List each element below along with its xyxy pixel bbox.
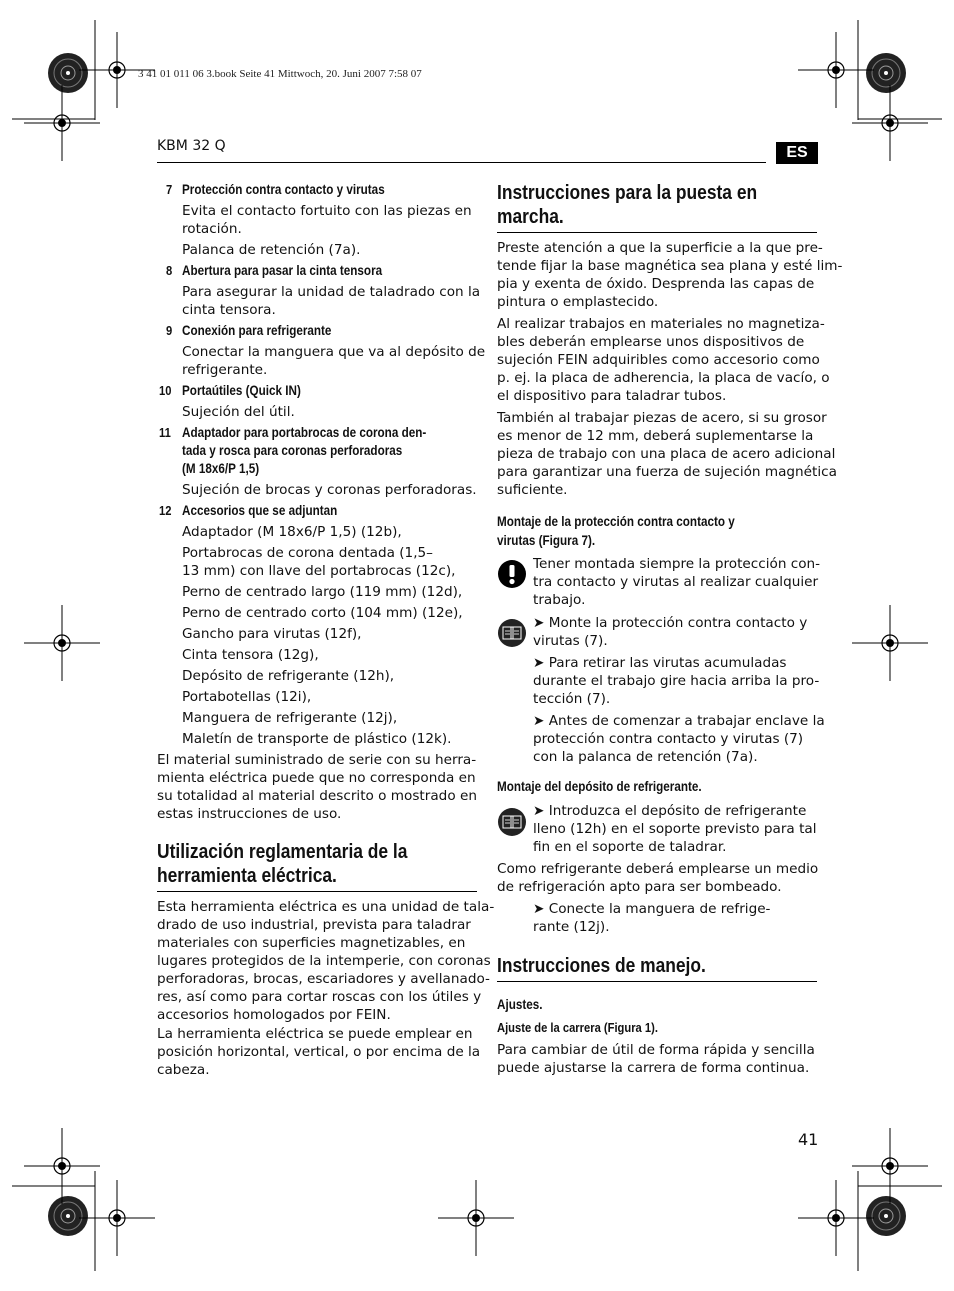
warning-text: Tener montada siempre la protección con- xyxy=(533,556,821,572)
supply-note: su totalidad al material descrito o mostrado en xyxy=(157,788,477,804)
subheading: Montaje de la protección contra contacto y xyxy=(497,514,735,529)
body-text: Para cambiar de útil de forma rápida y sencilla xyxy=(497,1042,815,1058)
body-text: para garantizar una fuerza de sujeción magnética xyxy=(497,464,837,480)
accessory-item: Portabrocas de corona dentada (1,5– xyxy=(182,545,433,561)
accessory-item: Adaptador (M 18x6/P 1,5) (12b), xyxy=(182,524,402,540)
supply-note: El material suministrado de serie con su herra- xyxy=(157,752,477,768)
body-text: res, así como para cortar roscas con los útiles y xyxy=(157,989,482,1005)
accessory-item: 13 mm) con llave del portabrocas (12c), xyxy=(182,563,456,579)
accessory-item: Depósito de refrigerante (12h), xyxy=(182,668,395,684)
instruction-step: fin en el soporte de taladrar. xyxy=(533,839,727,855)
section-heading: Instrucciones de manejo. xyxy=(497,955,706,977)
instruction-step: protección contra contacto y virutas (7) xyxy=(533,731,804,747)
section-heading: herramienta eléctrica. xyxy=(157,865,337,887)
body-text: posición horizontal, vertical, o por encima de la xyxy=(157,1044,481,1060)
item-label: tada y rosca para coronas perforadoras xyxy=(182,443,403,458)
item-text: Evita el contacto fortuito con las piezas en xyxy=(182,203,472,219)
item-text: Conectar la manguera que va al depósito de xyxy=(182,344,486,360)
subheading: virutas (Figura 7). xyxy=(497,533,596,548)
accessory-item: Gancho para virutas (12f), xyxy=(182,626,362,642)
page-number: 41 xyxy=(798,1130,819,1149)
section-rule xyxy=(157,891,477,892)
body-text: Al realizar trabajos en materiales no magnetiza- xyxy=(497,316,825,332)
accessory-item: Cinta tensora (12g), xyxy=(182,647,319,663)
instruction-step: ➤ Para retirar las virutas acumuladas xyxy=(533,655,787,671)
instruction-icon xyxy=(498,808,526,836)
section-heading: marcha. xyxy=(497,206,564,228)
item-label: Portaútiles (Quick IN) xyxy=(182,383,301,398)
body-text: También al trabajar piezas de acero, si su grosor xyxy=(497,410,827,426)
item-label: Adaptador para portabrocas de corona den- xyxy=(182,425,427,440)
body-text: La herramienta eléctrica se puede emplear en xyxy=(157,1026,473,1042)
accessory-item: Manguera de refrigerante (12j), xyxy=(182,710,398,726)
body-text: p. ej. la placa de adherencia, la placa de vacío, o xyxy=(497,370,830,386)
language-badge: ES xyxy=(776,142,818,164)
item-number: 12 xyxy=(159,503,172,518)
body-text: suficiente. xyxy=(497,482,568,498)
body-text: pieza de trabajo con una placa de acero adicional xyxy=(497,446,836,462)
instruction-step: ➤ Conecte la manguera de refrige- xyxy=(533,901,771,917)
instruction-step: tección (7). xyxy=(533,691,611,707)
instruction-icon xyxy=(498,619,526,647)
body-text: lugares protegidos de la intemperie, con coronas xyxy=(157,953,491,969)
accessory-item: Perno de centrado largo (119 mm) (12d), xyxy=(182,584,463,600)
model-title: KBM 32 Q xyxy=(157,138,226,154)
item-label: Protección contra contacto y virutas xyxy=(182,182,385,197)
item-text: Sujeción del útil. xyxy=(182,404,295,420)
instruction-step: ➤ Introduzca el depósito de refrigerante xyxy=(533,803,807,819)
item-number: 10 xyxy=(159,383,172,398)
accessory-item: Maletín de transporte de plástico (12k). xyxy=(182,731,452,747)
item-number: 8 xyxy=(166,263,173,278)
body-text: sujeción FEIN adquiribles como accesorio como xyxy=(497,352,820,368)
subheading: Ajuste de la carrera (Figura 1). xyxy=(497,1020,658,1035)
body-text: pintura o emplastecido. xyxy=(497,294,659,310)
instruction-step: con la palanca de retención (7a). xyxy=(533,749,758,765)
item-text: Sujeción de brocas y coronas perforadoras. xyxy=(182,482,477,498)
instruction-step: ➤ Antes de comenzar a trabajar enclave la xyxy=(533,713,825,729)
section-heading: Instrucciones para la puesta en xyxy=(497,182,758,204)
header-rule xyxy=(157,162,766,163)
body-text: de refrigeración apto para ser bombeado. xyxy=(497,879,782,895)
section-rule xyxy=(497,981,817,982)
supply-note: estas instrucciones de uso. xyxy=(157,806,342,822)
item-label: Accesorios que se adjuntan xyxy=(182,503,338,518)
item-label: Abertura para pasar la cinta tensora xyxy=(182,263,383,278)
accessory-item: Portabotellas (12i), xyxy=(182,689,312,705)
instruction-step: ➤ Monte la protección contra contacto y xyxy=(533,615,808,631)
item-text: Palanca de retención (7a). xyxy=(182,242,361,258)
body-text: drado de uso industrial, prevista para taladrar xyxy=(157,917,471,933)
warning-text: tra contacto y virutas al realizar cualquier xyxy=(533,574,819,590)
warning-icon xyxy=(498,560,526,588)
item-number: 7 xyxy=(166,182,173,197)
instruction-step: rante (12j). xyxy=(533,919,610,935)
body-text: perforadoras, brocas, escariadores y avellanado- xyxy=(157,971,490,987)
instruction-step: virutas (7). xyxy=(533,633,608,649)
item-text: rotación. xyxy=(182,221,242,237)
item-label: Conexión para refrigerante xyxy=(182,323,332,338)
body-text: puede ajustarse la carrera de forma continua. xyxy=(497,1060,810,1076)
body-text: pia y exenta de óxido. Desprenda las capas de xyxy=(497,276,815,292)
body-text: bles deberán emplearse unos dispositivos de xyxy=(497,334,805,350)
body-text: es menor de 12 mm, deberá suplementarse la xyxy=(497,428,814,444)
item-text: refrigerante. xyxy=(182,362,268,378)
item-number: 11 xyxy=(159,425,171,440)
body-text: Preste atención a que la superficie a la que pre- xyxy=(497,240,823,256)
instruction-step: durante el trabajo gire hacia arriba la pro- xyxy=(533,673,820,689)
accessory-item: Perno de centrado corto (104 mm) (12e), xyxy=(182,605,463,621)
item-label: (M 18x6/P 1,5) xyxy=(182,461,260,476)
warning-text: trabajo. xyxy=(533,592,586,608)
instruction-step: lleno (12h) en el soporte previsto para tal xyxy=(533,821,817,837)
subheading: Ajustes. xyxy=(497,997,543,1012)
body-text: Como refrigerante deberá emplearse un medio xyxy=(497,861,819,877)
section-heading: Utilización reglamentaria de la xyxy=(157,841,408,863)
body-text: materiales con superficies magnetizables, en xyxy=(157,935,466,951)
item-number: 9 xyxy=(166,323,173,338)
body-text: accesorios homologados por FEIN. xyxy=(157,1007,391,1023)
print-slug: 3 41 01 011 06 3.book Seite 41 Mittwoch, 20. Juni 2007 7:58 07 xyxy=(138,68,422,80)
body-text: el dispositivo para taladrar tubos. xyxy=(497,388,727,404)
section-rule xyxy=(497,232,817,233)
item-text: Para asegurar la unidad de taladrado con la xyxy=(182,284,481,300)
body-text: Esta herramienta eléctrica es una unidad de tala- xyxy=(157,899,495,915)
body-text: cabeza. xyxy=(157,1062,210,1078)
subheading: Montaje del depósito de refrigerante. xyxy=(497,779,702,794)
item-text: cinta tensora. xyxy=(182,302,276,318)
supply-note: mienta eléctrica puede que no corresponda en xyxy=(157,770,476,786)
body-text: tende fijar la base magnética sea plana y esté lim- xyxy=(497,258,843,274)
